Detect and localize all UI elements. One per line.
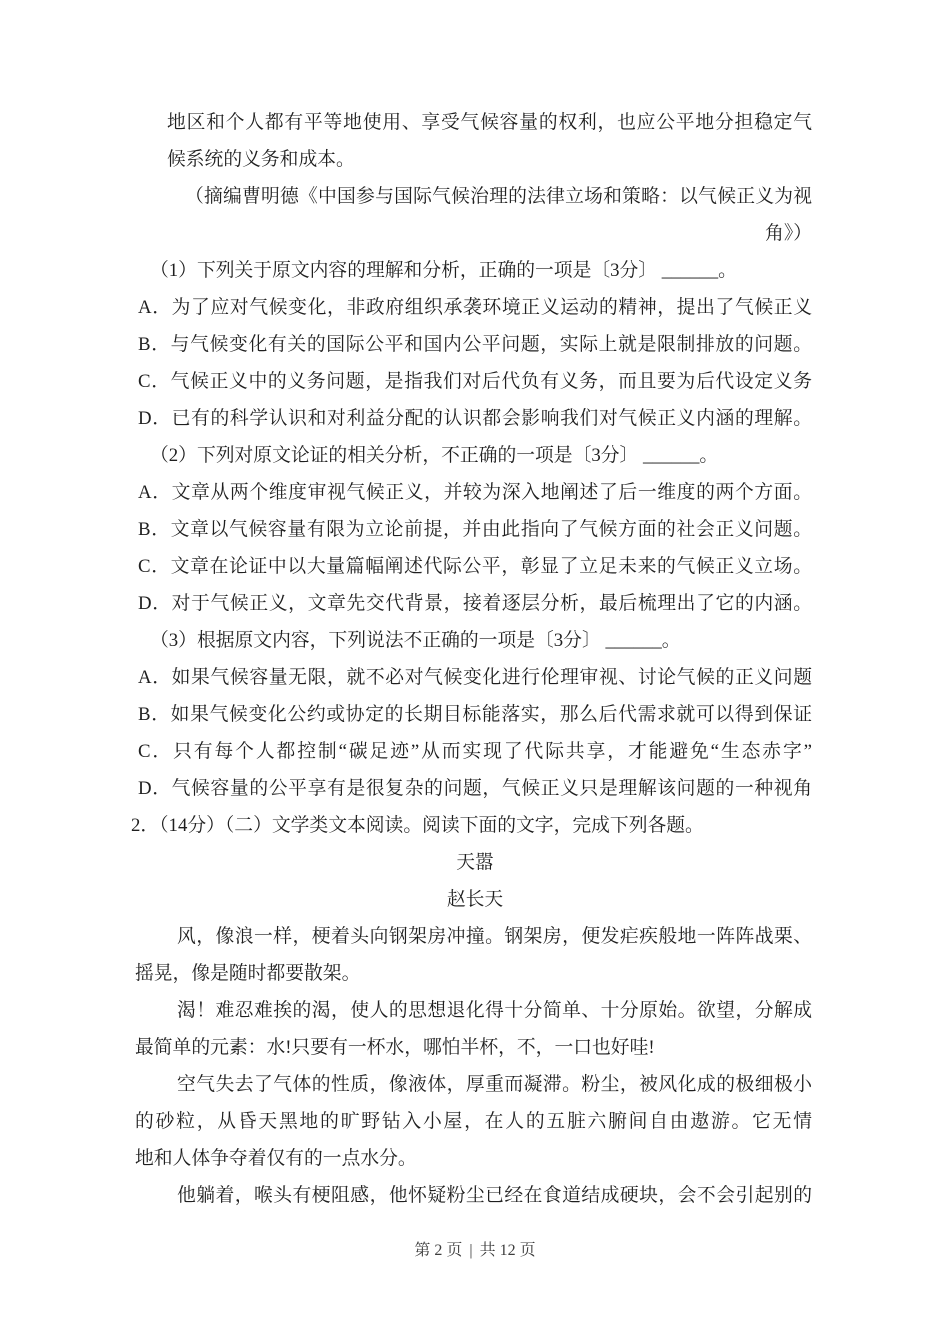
option-line: A．文章从两个维度审视气候正义，并较为深入地阐述了后一维度的两个方面。 [138,482,812,503]
question-line: （3）根据原文内容，下列说法不正确的一项是〔3分〕 ______。 [150,630,681,651]
page-footer [0,1240,950,1262]
option-line: D．气候容量的公平享有是很复杂的问题，气候正义只是理解该问题的一种视角 [138,778,812,799]
option-line: B．与气候变化有关的国际公平和国内公平问题，实际上就是限制排放的问题。 [138,334,812,355]
text-line: 的砂粒，从昏天黑地的旷野钻入小屋，在人的五脏六腑间自由遨游。它无情 [135,1111,812,1132]
option-line: A．为了应对气候变化，非政府组织承袭环境正义运动的精神，提出了气候正义 [138,297,812,318]
option-line: A．如果气候容量无限，就不必对气候变化进行伦理审视、讨论气候的正义问题 [138,667,812,688]
option-line: C．文章在论证中以大量篇幅阐述代际公平，彰显了立足未来的气候正义立场。 [138,556,812,577]
question-line: （1）下列关于原文内容的理解和分析，正确的一项是〔3分〕 ______。 [150,260,737,281]
footer-total-pages: 共 12 页 [479,1242,536,1259]
text-line: 空气失去了气体的性质，像液体，厚重而凝滞。粉尘，被风化成的极细极小 [177,1074,812,1095]
text-line: 最简单的元素：水!只要有一杯水，哪怕半杯，不，一口也好哇! [135,1037,655,1058]
option-line: D．对于气候正义，文章先交代背景，接着逐层分析，最后梳理出了它的内涵。 [138,593,812,614]
text-line: 渴！难忍难挨的渴，使人的思想退化得十分简单、十分原始。欲望，分解成 [177,1000,812,1021]
option-line: B．如果气候变化公约或协定的长期目标能落实，那么后代需求就可以得到保证 [138,704,812,725]
title-line: 天嚣 [456,852,494,873]
citation-line: 角》） [765,223,812,244]
footer-separator: | [469,1242,473,1259]
option-line: C．只有每个人都控制“碳足迹”从而实现了代际共享，才能避免“生态赤字” [138,741,812,762]
citation-line: （摘编曹明德《中国参与国际气候治理的法律立场和策略：以气候正义为视 [185,186,812,207]
text-line: 地和人体争夺着仅有的一点水分。 [135,1148,417,1169]
text-line: 摇晃，像是随时都要散架。 [135,963,361,984]
option-line: C．气候正义中的义务问题，是指我们对后代负有义务，而且要为后代设定义务 [138,371,812,392]
section-heading-line: 2．（14分）（二）文学类文本阅读。阅读下面的文字，完成下列各题。 [131,815,704,836]
option-line: D．已有的科学认识和对利益分配的认识都会影响我们对气候正义内涵的理解。 [138,408,812,429]
text-line: 风，像浪一样，梗着头向钢架房冲撞。钢架房，便发疟疾般地一阵阵战栗、 [177,926,812,947]
option-line: B．文章以气候容量有限为立论前提，并由此指向了气候方面的社会正义问题。 [138,519,812,540]
text-line: 他躺着，喉头有梗阻感，他怀疑粉尘已经在食道结成硬块，会不会引起别的 [177,1185,812,1206]
question-line: （2）下列对原文论证的相关分析，不正确的一项是〔3分〕 ______。 [150,445,719,466]
text-line: 候系统的义务和成本。 [167,149,355,170]
title-line: 赵长天 [446,889,504,910]
footer-page-number: 第 2 页 [414,1242,463,1259]
text-line: 地区和个人都有平等地使用、享受气候容量的权利，也应公平地分担稳定气 [167,112,812,133]
